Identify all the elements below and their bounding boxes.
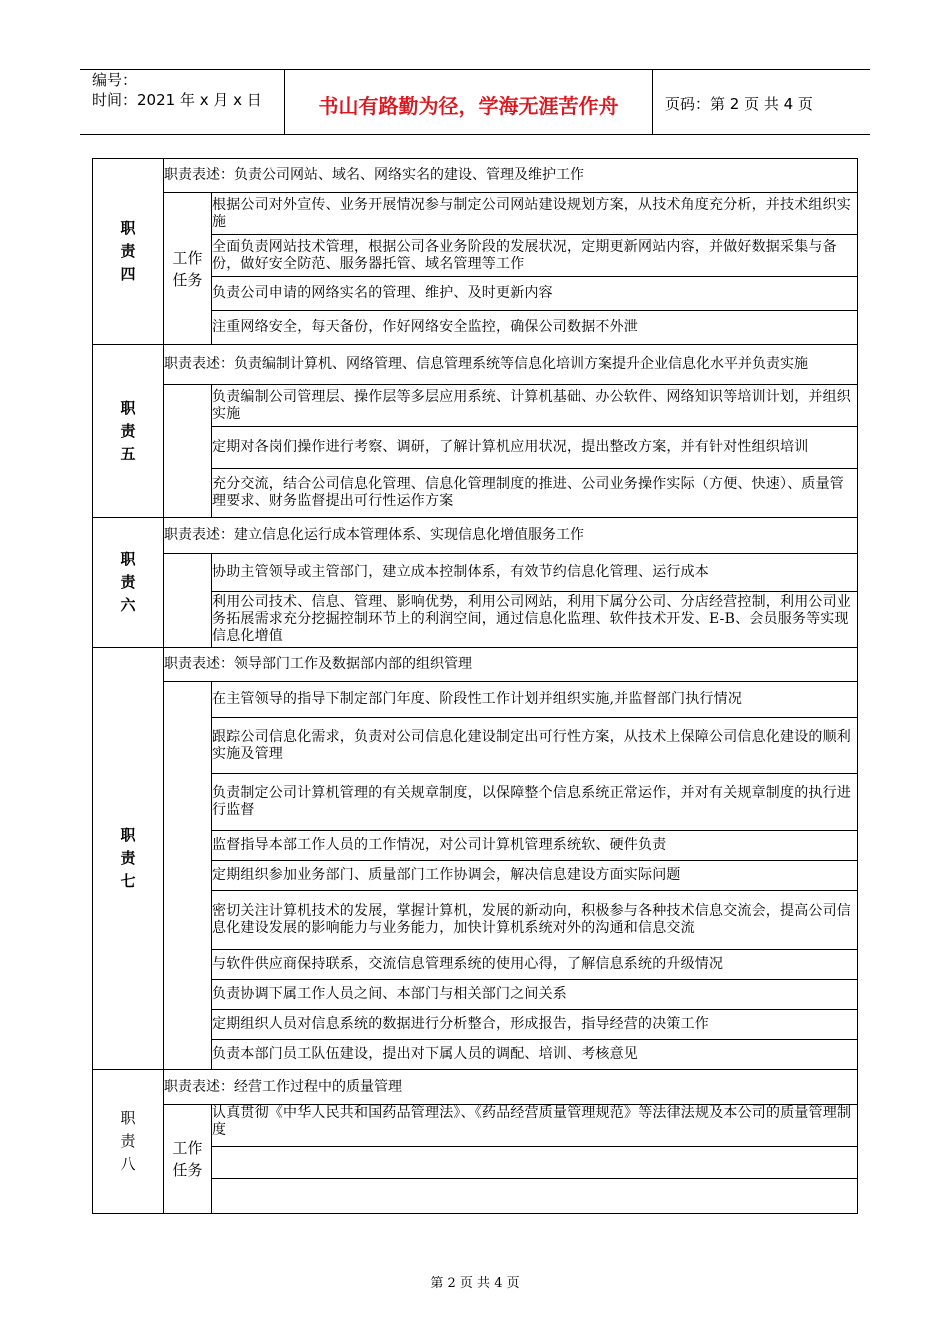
duty-5-work-tasks-cell bbox=[164, 385, 212, 518]
duty-4-description: 职责表述：负责公司网站、域名、网络实名的建设、管理及维护工作 bbox=[164, 159, 858, 193]
duty-6-label-text: 职责六 bbox=[120, 550, 136, 614]
duty-4-work-tasks-label bbox=[164, 193, 212, 345]
duty-5-task-2: 定期对各岗们操作进行考察、调研，了解计算机应用状况，提出整改方案，并有针对性组织培训 bbox=[212, 427, 858, 469]
duty-7-task-10: 负责本部门员工队伍建设，提出对下属人员的调配、培训、考核意见 bbox=[212, 1040, 858, 1070]
header-meta bbox=[92, 70, 262, 110]
duty-8-description-row bbox=[93, 1070, 858, 1105]
duty-8-description: 职责表述：经营工作过程中的质量管理 bbox=[164, 1070, 858, 1105]
header-motto: 书山有路勤为径，学海无涯苦作舟 bbox=[318, 94, 619, 118]
duty-6-task-1: 协助主管领导或主管部门，建立成本控制体系，有效节约信息化管理、运行成本 bbox=[212, 554, 858, 592]
duty-4-description-row bbox=[93, 159, 858, 193]
duty-5-task-3: 充分交流，结合公司信息化管理、信息化管理制度的推进、公司业务操作实际（方便、快速）、质量管理要求、财务监督提出可行性运作方案 bbox=[212, 469, 858, 518]
duty-8-label-text: 职责八 bbox=[120, 1109, 136, 1173]
duty-7-task-6: 密切关注计算机技术的发展，掌握计算机，发展的新动向，积极参与各种技术信息交流会，提高公司信息化建设发展的影响能力与业务能力，加快计算机系统对外的沟通和信息交流 bbox=[212, 891, 858, 950]
duty-8-task-row bbox=[93, 1105, 858, 1147]
duty-7-task-8: 负责协调下属工作人员之间、本部门与相关部门之间关系 bbox=[212, 980, 858, 1010]
duty-4-task-2: 全面负责网站技术管理，根据公司各业务阶段的发展状况，定期更新网站内容，并做好数据采集与备份，做好安全防范、服务器托管、域名管理等工作 bbox=[212, 235, 858, 277]
duty-5-description-row bbox=[93, 345, 858, 385]
header-page-info: 页码：第 2 页 共 4 页 bbox=[665, 95, 813, 113]
duty-7-task-5: 定期组织参加业务部门、质量部门工作协调会，解决信息建设方面实际问题 bbox=[212, 861, 858, 891]
duty-8-task-2-empty bbox=[212, 1147, 858, 1179]
document-number-label: 编号： bbox=[92, 71, 138, 89]
duty-5-label bbox=[93, 345, 164, 518]
duty-6-work-tasks-cell bbox=[164, 554, 212, 648]
duty-4-task-1: 根据公司对外宣传、业务开展情况参与制定公司网站建设规划方案，从技术角度充分析，并技术组织实施 bbox=[212, 193, 858, 235]
duty-7-task-row bbox=[93, 682, 858, 718]
duty-5-task-row bbox=[93, 385, 858, 427]
duty-8-task-1: 认真贯彻《中华人民共和国药品管理法》、《药品经营质量管理规范》等法律法规及本公司的质量管理制度 bbox=[212, 1105, 858, 1147]
duty-7-label bbox=[93, 648, 164, 1070]
duty-4-label-text: 职责四 bbox=[120, 219, 136, 283]
duty-4-label bbox=[93, 159, 164, 345]
duty-7-task-4: 监督指导本部工作人员的工作情况，对公司计算机管理系统软、硬件负责 bbox=[212, 831, 858, 861]
duty-7-task-2: 跟踪公司信息化需求，负责对公司信息化建设制定出可行性方案，从技术上保障公司信息化建设的顺利实施及管理 bbox=[212, 718, 858, 774]
duty-6-label bbox=[93, 518, 164, 648]
duty-6-description-row bbox=[93, 518, 858, 554]
duty-7-label-text: 职责七 bbox=[120, 826, 136, 890]
duty-5-description: 职责表述：负责编制计算机、网络管理、信息管理系统等信息化培训方案提升企业信息化水平并负责实施 bbox=[164, 345, 858, 385]
duty-7-description: 职责表述：领导部门工作及数据部内部的组织管理 bbox=[164, 648, 858, 682]
duty-table bbox=[92, 158, 858, 1214]
duty-7-task-1: 在主管领导的指导下制定部门年度、阶段性工作计划并组织实施,并监督部门执行情况 bbox=[212, 682, 858, 718]
duty-8-label bbox=[93, 1070, 164, 1214]
duty-7-work-tasks-cell bbox=[164, 682, 212, 1070]
document-date: 时间：2021 年 x 月 x 日 bbox=[92, 91, 262, 109]
duty-6-task-row bbox=[93, 554, 858, 592]
header-bottom-rule bbox=[80, 134, 870, 135]
duty-7-description-row bbox=[93, 648, 858, 682]
duty-4-task-4: 注重网络安全，每天备份，作好网络安全监控，确保公司数据不外泄 bbox=[212, 311, 858, 345]
duty-7-task-3: 负责制定公司计算机管理的有关规章制度，以保障整个信息系统正常运作，并对有关规章制度的执行进行监督 bbox=[212, 774, 858, 831]
work-tasks-label-text: 工作任务 bbox=[172, 248, 203, 289]
duty-6-task-2: 利用公司技术、信息、管理、影响优势，利用公司网站，利用下属分公司、分店经营控制，利用公司业务拓展需求充分挖掘控制环节上的利润空间，通过信息化监理、软件技术开发、E-B、会员服务等实现信息化增值 bbox=[212, 592, 858, 648]
duty-4-task-3: 负责公司申请的网络实名的管理、维护、及时更新内容 bbox=[212, 277, 858, 311]
duty-5-task-1: 负责编制公司管理层、操作层等多层应用系统、计算机基础、办公软件、网络知识等培训计划，并组织实施 bbox=[212, 385, 858, 427]
duty-4-task-row bbox=[93, 193, 858, 235]
header-divider-right bbox=[652, 69, 653, 135]
page-footer: 第 2 页 共 4 页 bbox=[430, 1276, 520, 1291]
duty-8-task-3-empty bbox=[212, 1179, 858, 1214]
duty-7-task-7: 与软件供应商保持联系，交流信息管理系统的使用心得，了解信息系统的升级情况 bbox=[212, 950, 858, 980]
work-tasks-label-text: 工作任务 bbox=[172, 1139, 203, 1179]
duty-5-label-text: 职责五 bbox=[120, 398, 136, 463]
duty-7-task-9: 定期组织人员对信息系统的数据进行分析整合，形成报告，指导经营的决策工作 bbox=[212, 1010, 858, 1040]
duty-6-description: 职责表述：建立信息化运行成本管理体系、实现信息化增值服务工作 bbox=[164, 518, 858, 554]
duty-8-work-tasks-label bbox=[164, 1105, 212, 1214]
